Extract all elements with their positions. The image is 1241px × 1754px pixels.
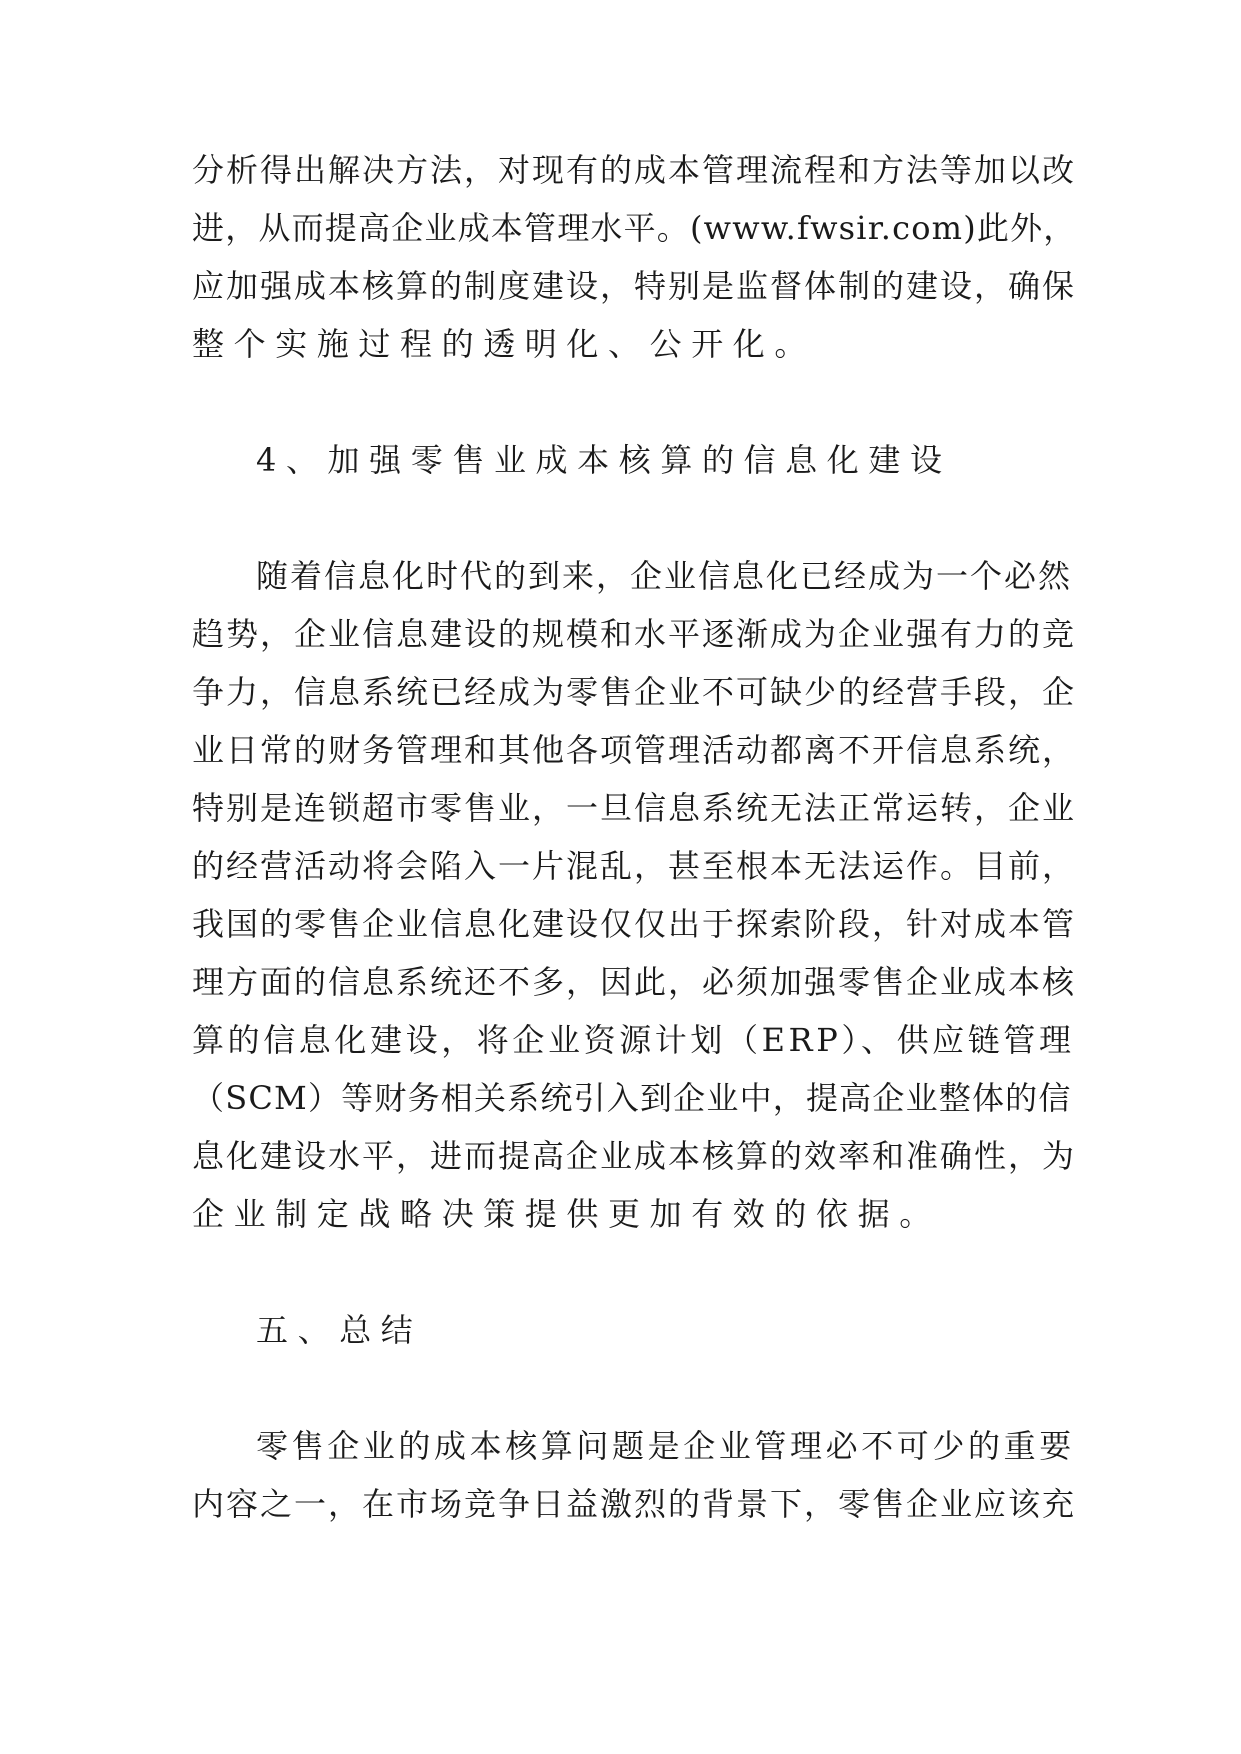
paragraph-2-line-4: 业日常的财务管理和其他各项管理活动都离不开信息系统， — [192, 731, 1077, 769]
paragraph-2-line-6: 的经营活动将会陷入一片混乱，甚至根本无法运作。目前， — [192, 847, 1077, 885]
paragraph-2-line-9: 算的信息化建设，将企业资源计划（ERP）、供应链管理 — [192, 1021, 1075, 1059]
paragraph-1-line-2: 进，从而提高企业成本管理水平。(www.fwsir.com)此外， — [192, 209, 1077, 247]
paragraph-3-line-1: 零售企业的成本核算问题是企业管理必不可少的重要 — [256, 1427, 1075, 1465]
section-heading-5: 五、总结 — [256, 1311, 423, 1349]
paragraph-1-line-3: 应加强成本核算的制度建设，特别是监督体制的建设，确保 — [192, 267, 1077, 305]
paragraph-1-line-4: 整个实施过程的透明化、公开化。 — [192, 325, 817, 363]
paragraph-2-line-2: 趋势，企业信息建设的规模和水平逐渐成为企业强有力的竞 — [192, 615, 1077, 653]
paragraph-2-line-10: （SCM）等财务相关系统引入到企业中，提高企业整体的信 — [192, 1079, 1072, 1117]
paragraph-2-line-12: 企业制定战略决策提供更加有效的依据。 — [192, 1195, 941, 1233]
paragraph-2-line-7: 我国的零售企业信息化建设仅仅出于探索阶段，针对成本管 — [192, 905, 1077, 943]
paragraph-3-line-2: 内容之一，在市场竞争日益激烈的背景下，零售企业应该充 — [192, 1485, 1077, 1523]
paragraph-1-line-1: 分析得出解决方法，对现有的成本管理流程和方法等加以改 — [192, 151, 1077, 189]
paragraph-2-line-1: 随着信息化时代的到来，企业信息化已经成为一个必然 — [256, 557, 1073, 595]
paragraph-2-line-5: 特别是连锁超市零售业，一旦信息系统无法正常运转，企业 — [192, 789, 1077, 827]
paragraph-2-line-11: 息化建设水平，进而提高企业成本核算的效率和准确性，为 — [192, 1137, 1077, 1175]
paragraph-2-line-3: 争力，信息系统已经成为零售企业不可缺少的经营手段，企 — [192, 673, 1077, 711]
paragraph-2-line-8: 理方面的信息系统还不多，因此，必须加强零售企业成本核 — [192, 963, 1077, 1001]
section-heading-4: 4、加强零售业成本核算的信息化建设 — [256, 441, 952, 479]
